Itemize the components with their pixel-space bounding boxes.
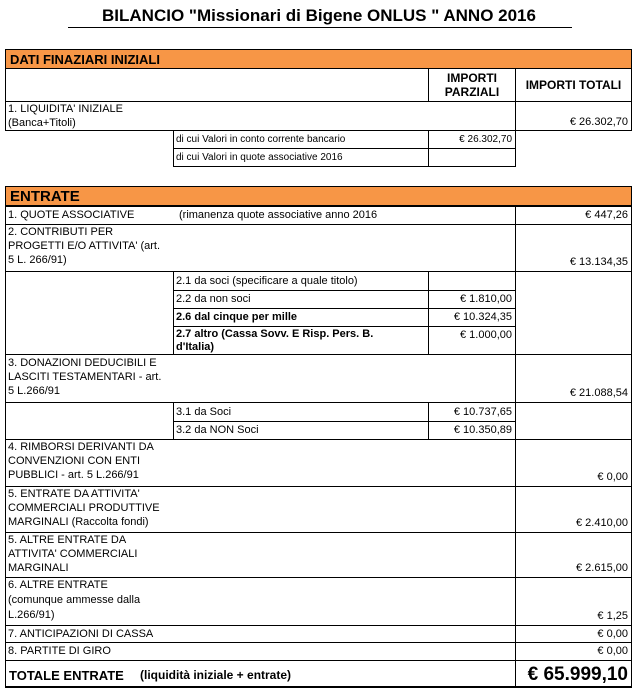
- sub-2-1-label: 2.1 da soci (specificare a quale titolo): [176, 275, 358, 287]
- row3-total-cell: [515, 354, 632, 403]
- row5-total: € 2.410,00: [576, 517, 628, 529]
- liquidita-total: € 26.302,70: [569, 116, 628, 128]
- row4-label-line1: 4. RIMBORSI DERIVANTI DA: [8, 441, 154, 453]
- sub-2-7-value: € 1.000,00: [460, 329, 512, 341]
- row6-total-cell: [515, 577, 632, 626]
- row1-total: € 447,26: [585, 209, 628, 221]
- total-note: (liquidità iniziale + entrate): [140, 668, 292, 682]
- sub1-label-cell: [173, 130, 429, 149]
- section-heading-dati: DATI FINAZIARI INIZIALI: [5, 49, 632, 69]
- row2-label-line2: PROGETTI E/O ATTIVITA' (art.: [8, 240, 161, 252]
- row3-total: € 21.088,54: [569, 387, 628, 399]
- row-quote-associative: [5, 206, 516, 225]
- row3-label-line3: 5 L.266/91: [8, 385, 60, 397]
- row-entrate-commerciali: [5, 486, 516, 533]
- row3-sub-blank: [5, 402, 174, 440]
- section-heading-entrate: ENTRATE: [5, 186, 632, 206]
- column-header-totali-label: IMPORTI TOTALI: [525, 78, 622, 92]
- column-header-parziali-line2: PARZIALI: [444, 85, 500, 99]
- row-rimborsi: [5, 439, 516, 487]
- row-donazioni: [5, 354, 516, 403]
- liquidita-label-line1: 1. LIQUIDITA' INIZIALE: [8, 103, 123, 115]
- sub-3-2-value-cell: [428, 421, 516, 440]
- row6-total: € 1,25: [597, 610, 628, 622]
- row5b-label-line1: 5. ALTRE ENTRATE DA: [8, 534, 127, 546]
- row5b-label-line3: MARGINALI: [8, 562, 69, 574]
- row-anticipazioni: [5, 625, 516, 643]
- row3-label-line2: LASCITI TESTAMENTARI - art.: [8, 371, 162, 383]
- sub-2-7-label-line1: 2.7 altro (Cassa Sovv. E Risp. Pers. B.: [176, 328, 374, 340]
- row8-total-cell: [515, 642, 632, 661]
- sub-3-1-label-cell: [173, 402, 429, 422]
- title-underline: [68, 27, 572, 28]
- row5-total-cell: [515, 486, 632, 533]
- row4-total: € 0,00: [597, 471, 628, 483]
- sub2-label-cell: [173, 148, 429, 167]
- row2-total: € 13.134,35: [569, 256, 628, 268]
- total-label: TOTALE ENTRATE: [9, 668, 124, 683]
- row2-label-line1: 2. CONTRIBUTI PER: [8, 226, 114, 238]
- sub-3-2-value: € 10.350,89: [453, 424, 512, 436]
- row4-label-line3: PUBBLICI - art. 5 L.266/91: [8, 469, 139, 481]
- row-totale-entrate: [5, 660, 516, 688]
- sub-2-1-value-cell: [428, 271, 516, 291]
- total-value: € 65.999,10: [527, 664, 628, 685]
- sub-3-1-value: € 10.737,65: [453, 406, 512, 418]
- row2-label-line3: 5 L. 266/91): [8, 254, 67, 266]
- sub-2-6-value-cell: [428, 308, 516, 327]
- row5-label-line1: 5. ENTRATE DA ATTIVITA': [8, 488, 140, 500]
- sub-2-7-label-cell: [173, 326, 429, 355]
- sub-2-2-value-cell: [428, 290, 516, 309]
- row8-total: € 0,00: [597, 645, 628, 657]
- liquidita-label-cell: [5, 101, 516, 131]
- sub2-value-cell: [428, 148, 516, 167]
- row-partite-giro: [5, 642, 516, 661]
- row5b-total: € 2.615,00: [576, 562, 628, 574]
- row7-total: € 0,00: [597, 628, 628, 640]
- row2-total-cell: [515, 224, 632, 272]
- row4-total-cell: [515, 439, 632, 487]
- row6-label-line2: (comunque ammesse dalla: [8, 594, 141, 606]
- row6-label-line3: L.266/91): [8, 609, 55, 621]
- dati-header-blank: [5, 68, 429, 102]
- sub-3-2-label: 3.2 da NON Soci: [176, 424, 259, 436]
- sub-2-6-label: 2.6 dal cinque per mille: [176, 311, 298, 323]
- sub-2-7-value-cell: [428, 326, 516, 355]
- sub1-label: di cui Valori in conto corrente bancario: [176, 134, 346, 145]
- sub-2-6-label-cell: [173, 308, 429, 327]
- liquidita-total-cell: [515, 101, 632, 131]
- row1-label: 1. QUOTE ASSOCIATIVE: [8, 209, 135, 221]
- row5-label-line3: MARGINALI (Raccolta fondi): [8, 516, 149, 528]
- page-title: BILANCIO "Missionari di Bigene ONLUS " ANNO 2016: [102, 6, 536, 25]
- row5b-label-line2: ATTIVITA' COMMERCIALI: [8, 548, 138, 560]
- column-header-parziali: [428, 68, 516, 102]
- sub1-value: € 26.302,70: [459, 134, 512, 145]
- column-header-parziali-line1: IMPORTI: [447, 71, 497, 85]
- row7-total-cell: [515, 625, 632, 643]
- sub-3-2-label-cell: [173, 421, 429, 440]
- sub-2-2-value: € 1.810,00: [460, 293, 512, 305]
- sub1-value-cell: [428, 130, 516, 149]
- sub-3-1-label: 3.1 da Soci: [176, 406, 232, 418]
- sub-2-6-value: € 10.324,35: [453, 311, 512, 323]
- row1-note: (rimanenza quote associative anno 2016: [179, 209, 378, 221]
- row1-total-cell: [515, 206, 632, 225]
- row8-label: 8. PARTITE DI GIRO: [8, 645, 111, 657]
- sub-2-2-label: 2.2 da non soci: [176, 293, 251, 305]
- column-header-totali: [515, 68, 632, 102]
- row3-label-line1: 3. DONAZIONI DEDUCIBILI E: [8, 357, 157, 369]
- total-value-cell: [515, 660, 632, 688]
- row7-label: 7. ANTICIPAZIONI DI CASSA: [8, 628, 154, 640]
- row5b-total-cell: [515, 532, 632, 578]
- row2-sub-total-blank: [515, 271, 632, 355]
- sub-2-7-label-line2: d'Italia): [176, 341, 215, 353]
- row3-sub-total-blank: [515, 402, 632, 440]
- sub2-label: di cui Valori in quote associative 2016: [176, 152, 343, 163]
- sub-3-1-value-cell: [428, 402, 516, 422]
- row2-sub-blank: [5, 271, 174, 355]
- row-altre-entrate-commerciali: [5, 532, 516, 578]
- row6-label-line1: 6. ALTRE ENTRATE: [8, 579, 108, 591]
- row-contributi: [5, 224, 516, 272]
- row5-label-line2: COMMERCIALI PRODUTTIVE: [8, 502, 160, 514]
- row-altre-entrate: [5, 577, 516, 626]
- sub-2-2-label-cell: [173, 290, 429, 309]
- row4-label-line2: CONVENZIONI CON ENTI: [8, 455, 141, 467]
- sub-2-1-label-cell: [173, 271, 429, 291]
- liquidita-label-line2: (Banca+Titoli): [8, 117, 76, 129]
